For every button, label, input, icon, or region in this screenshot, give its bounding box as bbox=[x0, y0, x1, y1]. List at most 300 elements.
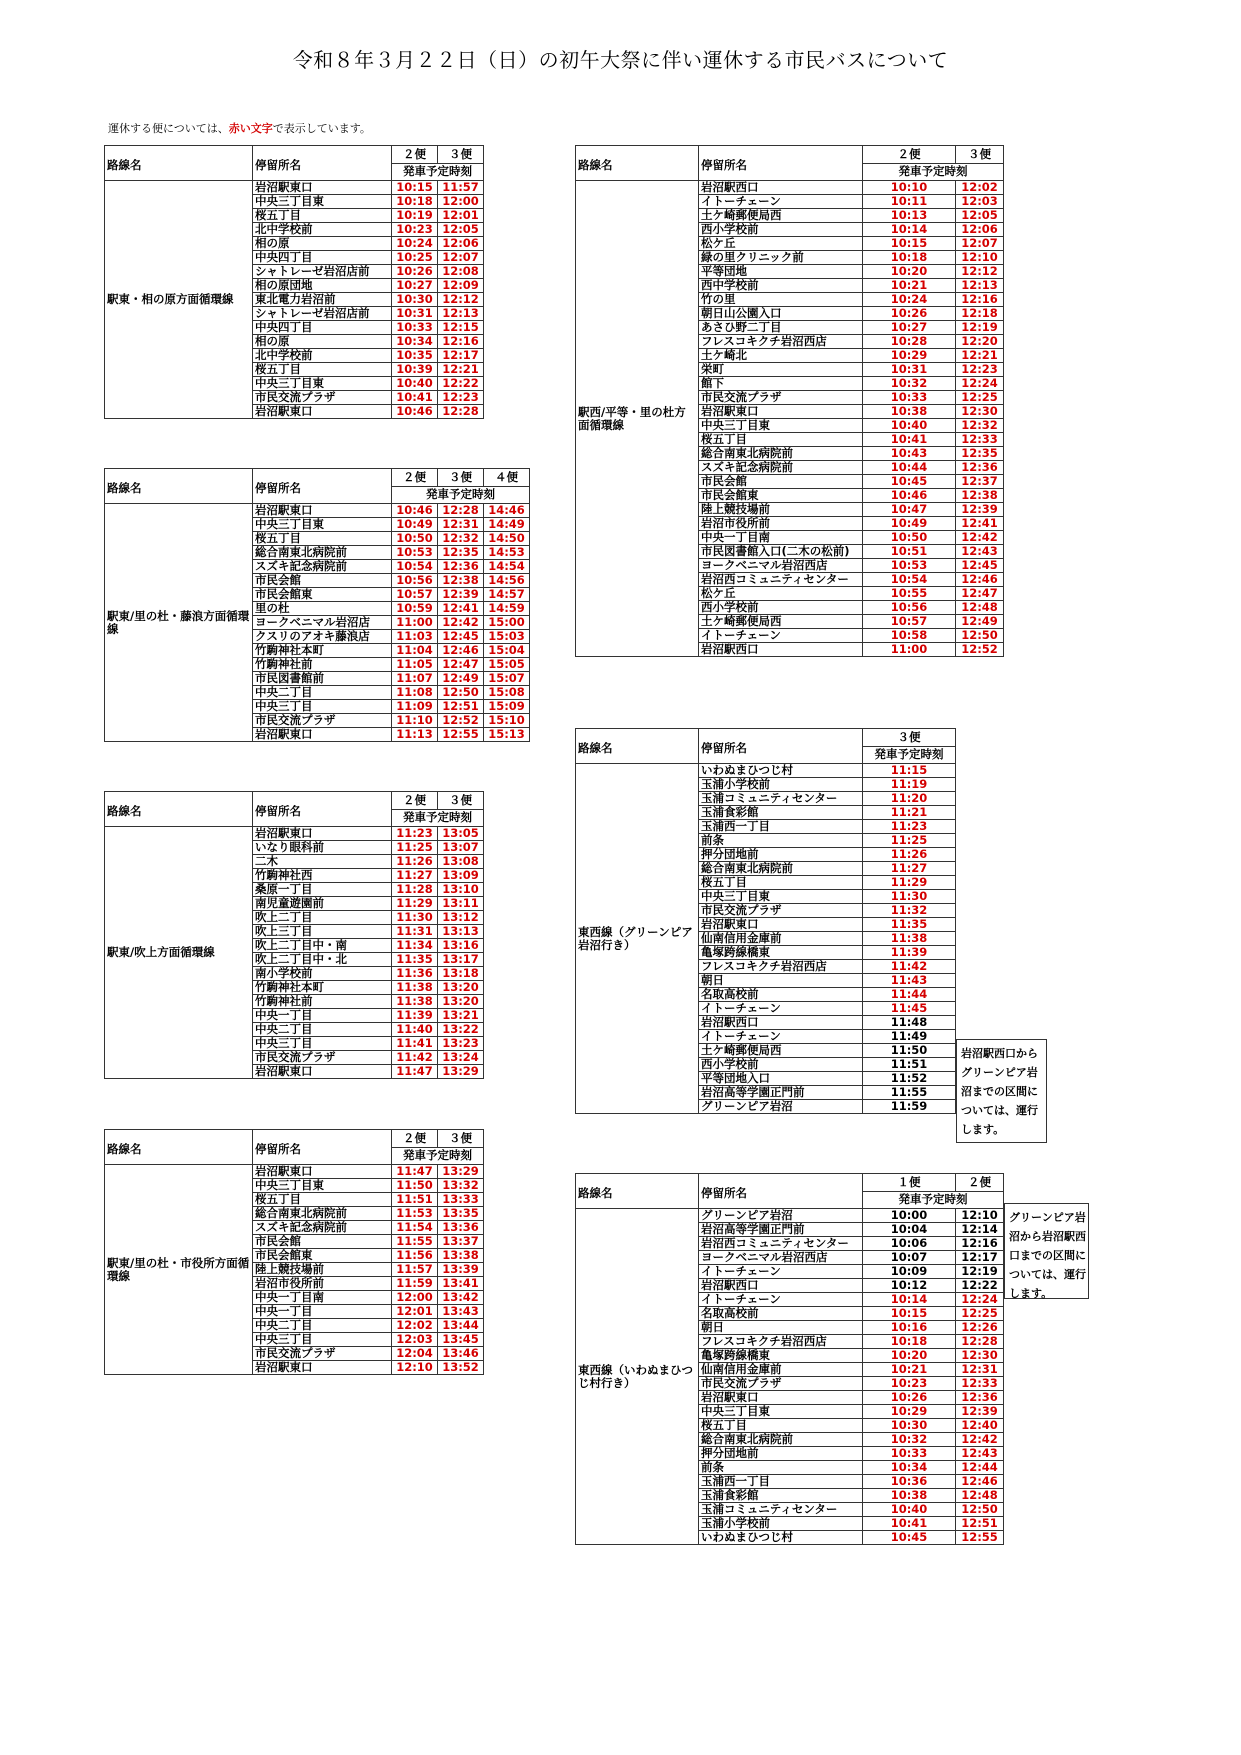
cancelled-time: 10:54 bbox=[392, 560, 438, 574]
table-row bbox=[105, 181, 484, 195]
cancelled-time: 10:38 bbox=[863, 405, 956, 419]
bus-number-header: ２便 bbox=[392, 1130, 438, 1148]
cancelled-time: 12:28 bbox=[956, 1335, 1004, 1349]
stop-name: 市民交流プラザ bbox=[699, 391, 863, 405]
cancelled-time: 13:20 bbox=[438, 995, 484, 1009]
cancelled-time: 13:29 bbox=[438, 1165, 484, 1179]
stop-name: 平等団地 bbox=[699, 265, 863, 279]
cancelled-time: 12:09 bbox=[438, 279, 484, 293]
stop-name: 中央三丁目東 bbox=[253, 518, 392, 532]
cancelled-time: 12:38 bbox=[956, 489, 1004, 503]
cancelled-time: 10:33 bbox=[392, 321, 438, 335]
cancelled-time: 10:13 bbox=[863, 209, 956, 223]
cancelled-time: 10:23 bbox=[392, 223, 438, 237]
cancelled-time: 11:04 bbox=[392, 644, 438, 658]
bus-number-header: ３便 bbox=[438, 1130, 484, 1148]
stop-name: 中央三丁目 bbox=[253, 700, 392, 714]
stop-name: 仙南信用金庫前 bbox=[699, 932, 863, 946]
cancelled-time: 11:26 bbox=[392, 855, 438, 869]
cancelled-time: 12:10 bbox=[392, 1361, 438, 1375]
cancelled-time: 12:26 bbox=[956, 1321, 1004, 1335]
cancelled-time: 14:57 bbox=[484, 588, 530, 602]
side-note-hitsujimura: グリーンピア岩沼から岩沼駅西口までの区間については、運行します。 bbox=[1004, 1203, 1089, 1299]
cancelled-time: 12:41 bbox=[438, 602, 484, 616]
cancelled-time: 10:32 bbox=[863, 377, 956, 391]
cancelled-time: 12:52 bbox=[956, 643, 1004, 657]
cancelled-time: 12:42 bbox=[956, 1433, 1004, 1447]
stop-name: イトーチェーン bbox=[699, 195, 863, 209]
cancelled-time: 10:18 bbox=[392, 195, 438, 209]
departure-time: 12:16 bbox=[956, 1237, 1004, 1251]
cancelled-time: 12:38 bbox=[438, 574, 484, 588]
stop-name: フレスコキクチ岩沼西店 bbox=[699, 1335, 863, 1349]
stop-name: 中央二丁目 bbox=[253, 1023, 392, 1037]
departure-time: 10:12 bbox=[863, 1279, 956, 1293]
stop-name: 吹上二丁目 bbox=[253, 911, 392, 925]
stop-name: 中央三丁目 bbox=[253, 1037, 392, 1051]
departure-time: 11:49 bbox=[863, 1030, 956, 1044]
stop-name: 桜五丁目 bbox=[253, 209, 392, 223]
stop-name: 玉浦西一丁目 bbox=[699, 1475, 863, 1489]
cancelled-time: 12:05 bbox=[438, 223, 484, 237]
page-title: 令和８年３月２２日（日）の初午大祭に伴い運休する市民バスについて bbox=[292, 48, 949, 72]
cancelled-time: 12:24 bbox=[956, 377, 1004, 391]
cancelled-time: 15:08 bbox=[484, 686, 530, 700]
timetable-ekihigashi-fujinami bbox=[104, 468, 530, 742]
stop-name: 土ケ崎郵便局西 bbox=[699, 209, 863, 223]
note-before: 運休する便については、 bbox=[108, 122, 229, 135]
stop-name: 朝日 bbox=[699, 1321, 863, 1335]
cancelled-time: 10:27 bbox=[392, 279, 438, 293]
stop-name: 岩沼駅東口 bbox=[253, 405, 392, 419]
stop-name: 市民交流プラザ bbox=[253, 391, 392, 405]
cancelled-time: 13:21 bbox=[438, 1009, 484, 1023]
stop-name: 中央四丁目 bbox=[253, 321, 392, 335]
stop-name: 総合南東北病院前 bbox=[253, 1207, 392, 1221]
stop-name: 市民交流プラザ bbox=[699, 904, 863, 918]
cancelled-time: 12:46 bbox=[956, 1475, 1004, 1489]
side-note-greenpia: 岩沼駅西口からグリーンピア岩沼までの区間については、運行します。 bbox=[956, 1039, 1047, 1143]
stop-name: 前条 bbox=[699, 1461, 863, 1475]
stop-name: 中央四丁目 bbox=[253, 251, 392, 265]
cancelled-time: 10:27 bbox=[863, 321, 956, 335]
cancelled-time: 10:56 bbox=[392, 574, 438, 588]
cancelled-time: 13:32 bbox=[438, 1179, 484, 1193]
bus-number-header: ３便 bbox=[863, 729, 956, 747]
cancelled-time: 10:26 bbox=[863, 307, 956, 321]
stop-name: 西小学校前 bbox=[699, 223, 863, 237]
stop-name: いわぬまひつじ村 bbox=[699, 1531, 863, 1545]
cancelled-time: 10:51 bbox=[863, 545, 956, 559]
cancelled-time: 11:54 bbox=[392, 1221, 438, 1235]
cancelled-time: 13:29 bbox=[438, 1065, 484, 1079]
cancelled-time: 11:40 bbox=[392, 1023, 438, 1037]
departure-time: 11:52 bbox=[863, 1072, 956, 1086]
route-name: 駅東/里の杜・藤浪方面循環線 bbox=[105, 504, 253, 742]
stop-name: シャトレーゼ岩沼店前 bbox=[253, 265, 392, 279]
departure-time-header: 発車予定時刻 bbox=[863, 746, 956, 764]
cancelled-time: 13:43 bbox=[438, 1305, 484, 1319]
stop-name: 中央三丁目東 bbox=[699, 419, 863, 433]
cancelled-time: 13:08 bbox=[438, 855, 484, 869]
cancelled-time: 12:41 bbox=[956, 517, 1004, 531]
cancelled-time: 10:43 bbox=[863, 447, 956, 461]
cancelled-time: 12:13 bbox=[438, 307, 484, 321]
departure-time-header: 発車予定時刻 bbox=[392, 1147, 484, 1165]
stop-name: スズキ記念病院前 bbox=[253, 560, 392, 574]
cancelled-time: 12:35 bbox=[956, 447, 1004, 461]
stop-name: 吹上二丁目中・北 bbox=[253, 953, 392, 967]
cancelled-time: 13:18 bbox=[438, 967, 484, 981]
stop-name: 玉浦コミュニティセンター bbox=[699, 1503, 863, 1517]
stop-name: 桜五丁目 bbox=[253, 363, 392, 377]
stop-name: 中央一丁目 bbox=[253, 1009, 392, 1023]
cancelled-time: 12:36 bbox=[438, 560, 484, 574]
route-header: 路線名 bbox=[576, 729, 699, 764]
cancelled-time: 11:47 bbox=[392, 1165, 438, 1179]
stop-name: 市民会館東 bbox=[253, 1249, 392, 1263]
cancelled-time: 10:40 bbox=[863, 1503, 956, 1517]
stop-name: 岩沼市役所前 bbox=[253, 1277, 392, 1291]
stop-name: 陸上競技場前 bbox=[253, 1263, 392, 1277]
cancelled-time: 10:57 bbox=[392, 588, 438, 602]
stop-name: 平等団地入口 bbox=[699, 1072, 863, 1086]
departure-time: 12:19 bbox=[956, 1265, 1004, 1279]
stop-name: フレスコキクチ岩沼西店 bbox=[699, 960, 863, 974]
cancelled-time: 12:49 bbox=[956, 615, 1004, 629]
stop-header: 停留所名 bbox=[699, 146, 863, 181]
cancelled-time: 11:27 bbox=[392, 869, 438, 883]
stop-name: いわぬまひつじ村 bbox=[699, 764, 863, 778]
stop-name: 東北電力岩沼前 bbox=[253, 293, 392, 307]
stop-name: イトーチェーン bbox=[699, 1265, 863, 1279]
stop-name: フレスコキクチ岩沼西店 bbox=[699, 335, 863, 349]
bus-number-header: ３便 bbox=[438, 469, 484, 487]
cancelled-time: 12:28 bbox=[438, 405, 484, 419]
cancelled-time: 12:43 bbox=[956, 545, 1004, 559]
stop-name: 岩沼駅西口 bbox=[699, 643, 863, 657]
cancelled-time: 12:17 bbox=[438, 349, 484, 363]
route-name: 駅東/吹上方面循環線 bbox=[105, 827, 253, 1079]
cancelled-time: 12:31 bbox=[956, 1363, 1004, 1377]
cancelled-time: 13:52 bbox=[438, 1361, 484, 1375]
departure-time: 10:06 bbox=[863, 1237, 956, 1251]
cancelled-time: 12:35 bbox=[438, 546, 484, 560]
cancelled-time: 14:56 bbox=[484, 574, 530, 588]
cancelled-time: 11:26 bbox=[863, 848, 956, 862]
cancelled-time: 10:25 bbox=[392, 251, 438, 265]
stop-header: 停留所名 bbox=[699, 1174, 863, 1209]
cancelled-time: 12:21 bbox=[438, 363, 484, 377]
cancelled-time: 11:57 bbox=[438, 181, 484, 195]
cancelled-time: 12:28 bbox=[438, 504, 484, 518]
stop-header: 停留所名 bbox=[253, 146, 392, 181]
cancelled-time: 10:30 bbox=[863, 1419, 956, 1433]
bus-number-header: ２便 bbox=[956, 1174, 1004, 1192]
stop-name: スズキ記念病院前 bbox=[699, 461, 863, 475]
cancelled-time: 11:38 bbox=[392, 981, 438, 995]
stop-name: 市民会館 bbox=[253, 574, 392, 588]
stop-name: 玉浦食彩館 bbox=[699, 1489, 863, 1503]
stop-name: 吹上三丁目 bbox=[253, 925, 392, 939]
cancelled-time: 13:20 bbox=[438, 981, 484, 995]
cancelled-time: 11:44 bbox=[863, 988, 956, 1002]
stop-name: 岩沼駅東口 bbox=[253, 728, 392, 742]
cancelled-time: 10:20 bbox=[863, 265, 956, 279]
route-name: 駅西/平等・里の杜方面循環線 bbox=[576, 181, 699, 657]
cancelled-time: 10:26 bbox=[392, 265, 438, 279]
stop-name: 前条 bbox=[699, 834, 863, 848]
cancelled-time: 10:36 bbox=[863, 1475, 956, 1489]
timetable-tozai-hitsujimura bbox=[575, 1173, 1004, 1545]
cancelled-time: 13:11 bbox=[438, 897, 484, 911]
cancelled-time: 10:23 bbox=[863, 1377, 956, 1391]
stop-name: 市民交流プラザ bbox=[253, 714, 392, 728]
cancelled-time: 12:08 bbox=[438, 265, 484, 279]
cancelled-time: 11:38 bbox=[863, 932, 956, 946]
route-header: 路線名 bbox=[105, 1130, 253, 1165]
header-row bbox=[105, 792, 484, 810]
stop-name: 中央三丁目東 bbox=[699, 1405, 863, 1419]
cancelled-time: 12:30 bbox=[956, 1349, 1004, 1363]
stop-name: 桑原一丁目 bbox=[253, 883, 392, 897]
stop-name: 栄町 bbox=[699, 363, 863, 377]
cancelled-time: 10:45 bbox=[863, 475, 956, 489]
cancelled-time: 12:22 bbox=[438, 377, 484, 391]
cancelled-time: 12:13 bbox=[956, 279, 1004, 293]
cancelled-time: 10:53 bbox=[392, 546, 438, 560]
stop-name: 押分団地前 bbox=[699, 1447, 863, 1461]
bus-number-header: ３便 bbox=[956, 146, 1004, 164]
cancelled-time: 12:20 bbox=[956, 335, 1004, 349]
cancelled-time: 10:45 bbox=[863, 1531, 956, 1545]
stop-name: 緑の里クリニック前 bbox=[699, 251, 863, 265]
cancelled-time: 11:32 bbox=[863, 904, 956, 918]
stop-name: イトーチェーン bbox=[699, 629, 863, 643]
cancelled-time: 12:19 bbox=[956, 321, 1004, 335]
stop-name: 市民交流プラザ bbox=[253, 1347, 392, 1361]
cancelled-time: 10:40 bbox=[863, 419, 956, 433]
cancelled-time: 10:55 bbox=[863, 587, 956, 601]
cancelled-time: 14:46 bbox=[484, 504, 530, 518]
bus-number-header: ３便 bbox=[438, 146, 484, 164]
cancelled-time: 12:45 bbox=[956, 559, 1004, 573]
bus-number-header: ２便 bbox=[392, 146, 438, 164]
cancelled-time: 13:22 bbox=[438, 1023, 484, 1037]
cancelled-time: 12:48 bbox=[956, 601, 1004, 615]
cancelled-time: 11:35 bbox=[392, 953, 438, 967]
stop-name: 竹の里 bbox=[699, 293, 863, 307]
stop-name: 市民会館 bbox=[253, 1235, 392, 1249]
bus-number-header: ４便 bbox=[484, 469, 530, 487]
cancelled-time: 11:03 bbox=[392, 630, 438, 644]
cancelled-time: 12:51 bbox=[956, 1517, 1004, 1531]
cancelled-time: 12:06 bbox=[956, 223, 1004, 237]
stop-name: 中央三丁目東 bbox=[253, 377, 392, 391]
cancelled-time: 12:39 bbox=[956, 1405, 1004, 1419]
cancelled-time: 10:30 bbox=[392, 293, 438, 307]
stop-name: 玉浦食彩館 bbox=[699, 806, 863, 820]
cancelled-time: 11:05 bbox=[392, 658, 438, 672]
cancelled-time: 11:31 bbox=[392, 925, 438, 939]
cancelled-time: 13:44 bbox=[438, 1319, 484, 1333]
cancelled-time: 11:00 bbox=[863, 643, 956, 657]
cancelled-time: 10:32 bbox=[863, 1433, 956, 1447]
cancelled-time: 13:42 bbox=[438, 1291, 484, 1305]
stop-name: 岩沼駅東口 bbox=[253, 181, 392, 195]
cancelled-time: 12:36 bbox=[956, 461, 1004, 475]
stop-name: 桜五丁目 bbox=[253, 1193, 392, 1207]
cancelled-time: 12:01 bbox=[392, 1305, 438, 1319]
stop-name: 中央一丁目南 bbox=[699, 531, 863, 545]
stop-name: 朝日山公園入口 bbox=[699, 307, 863, 321]
table-row bbox=[105, 504, 530, 518]
departure-time: 12:22 bbox=[956, 1279, 1004, 1293]
cancelled-time: 15:07 bbox=[484, 672, 530, 686]
cancelled-time: 12:24 bbox=[956, 1293, 1004, 1307]
cancelled-time: 10:28 bbox=[863, 335, 956, 349]
stop-name: スズキ記念病院前 bbox=[253, 1221, 392, 1235]
cancelled-time: 10:46 bbox=[392, 504, 438, 518]
timetable-ekihigashi-ainohara bbox=[104, 145, 484, 419]
cancelled-time: 11:23 bbox=[863, 820, 956, 834]
cancelled-time: 11:30 bbox=[392, 911, 438, 925]
cancelled-time: 11:45 bbox=[863, 1002, 956, 1016]
stop-name: 中央三丁目東 bbox=[699, 890, 863, 904]
cancelled-time: 15:00 bbox=[484, 616, 530, 630]
stop-header: 停留所名 bbox=[699, 729, 863, 764]
stop-name: 岩沼駅東口 bbox=[253, 1165, 392, 1179]
cancelled-time: 11:19 bbox=[863, 778, 956, 792]
stop-name: ヨークベニマル岩沼店 bbox=[253, 616, 392, 630]
stop-name: 市民図書館入口(二木の松前) bbox=[699, 545, 863, 559]
departure-time: 11:48 bbox=[863, 1016, 956, 1030]
cancelled-time: 10:41 bbox=[392, 391, 438, 405]
cancelled-time: 10:15 bbox=[392, 181, 438, 195]
cancelled-time: 12:50 bbox=[956, 1503, 1004, 1517]
cancelled-time: 11:56 bbox=[392, 1249, 438, 1263]
cancelled-time: 10:29 bbox=[863, 1405, 956, 1419]
cancelled-time: 10:18 bbox=[863, 251, 956, 265]
stop-name: 名取高校前 bbox=[699, 988, 863, 1002]
stop-name: 西中学校前 bbox=[699, 279, 863, 293]
stop-name: 岩沼駅東口 bbox=[253, 827, 392, 841]
cancelled-time: 13:10 bbox=[438, 883, 484, 897]
stop-header: 停留所名 bbox=[253, 792, 392, 827]
cancelled-time: 12:42 bbox=[956, 531, 1004, 545]
cancelled-time: 13:09 bbox=[438, 869, 484, 883]
legend-note bbox=[108, 120, 371, 136]
cancelled-time: 13:36 bbox=[438, 1221, 484, 1235]
cancelled-time: 12:02 bbox=[392, 1319, 438, 1333]
cancelled-time: 11:15 bbox=[863, 764, 956, 778]
departure-time: 10:00 bbox=[863, 1209, 956, 1223]
cancelled-time: 10:18 bbox=[863, 1335, 956, 1349]
stop-name: 総合南東北病院前 bbox=[699, 447, 863, 461]
departure-time: 11:50 bbox=[863, 1044, 956, 1058]
cancelled-time: 12:46 bbox=[438, 644, 484, 658]
cancelled-time: 10:24 bbox=[863, 293, 956, 307]
stop-name: 松ケ丘 bbox=[699, 237, 863, 251]
cancelled-time: 12:51 bbox=[438, 700, 484, 714]
stop-name: 館下 bbox=[699, 377, 863, 391]
cancelled-time: 13:07 bbox=[438, 841, 484, 855]
cancelled-time: 11:29 bbox=[392, 897, 438, 911]
cancelled-time: 12:25 bbox=[956, 1307, 1004, 1321]
stop-name: 亀塚跨線橋東 bbox=[699, 946, 863, 960]
stop-name: 岩沼西コミュニティセンター bbox=[699, 1237, 863, 1251]
departure-time: 12:14 bbox=[956, 1223, 1004, 1237]
stop-header: 停留所名 bbox=[253, 469, 392, 504]
departure-time: 12:17 bbox=[956, 1251, 1004, 1265]
cancelled-time: 12:05 bbox=[956, 209, 1004, 223]
stop-name: 二木 bbox=[253, 855, 392, 869]
stop-name: あさひ野二丁目 bbox=[699, 321, 863, 335]
cancelled-time: 11:07 bbox=[392, 672, 438, 686]
cancelled-time: 10:29 bbox=[863, 349, 956, 363]
stop-name: グリーンピア岩沼 bbox=[699, 1209, 863, 1223]
cancelled-time: 11:25 bbox=[392, 841, 438, 855]
cancelled-time: 13:46 bbox=[438, 1347, 484, 1361]
cancelled-time: 13:17 bbox=[438, 953, 484, 967]
stop-name: 岩沼駅西口 bbox=[699, 1016, 863, 1030]
cancelled-time: 12:12 bbox=[956, 265, 1004, 279]
cancelled-time: 11:39 bbox=[392, 1009, 438, 1023]
cancelled-time: 13:41 bbox=[438, 1277, 484, 1291]
stop-name: 岩沼駅東口 bbox=[253, 1361, 392, 1375]
cancelled-time: 13:16 bbox=[438, 939, 484, 953]
timetable-ekihigashi-shiyakusho bbox=[104, 1129, 484, 1375]
stop-name: 中央三丁目東 bbox=[253, 1179, 392, 1193]
cancelled-time: 12:15 bbox=[438, 321, 484, 335]
cancelled-time: 10:49 bbox=[863, 517, 956, 531]
cancelled-time: 11:13 bbox=[392, 728, 438, 742]
bus-number-header: ２便 bbox=[392, 469, 438, 487]
cancelled-time: 12:16 bbox=[438, 335, 484, 349]
cancelled-time: 10:56 bbox=[863, 601, 956, 615]
header-row bbox=[576, 1174, 1004, 1192]
stop-name: 岩沼高等学園正門前 bbox=[699, 1086, 863, 1100]
cancelled-time: 11:38 bbox=[392, 995, 438, 1009]
cancelled-time: 11:41 bbox=[392, 1037, 438, 1051]
note-after: で表示しています。 bbox=[272, 122, 371, 135]
cancelled-time: 11:29 bbox=[863, 876, 956, 890]
cancelled-time: 11:08 bbox=[392, 686, 438, 700]
stop-name: 岩沼西コミュニティセンター bbox=[699, 573, 863, 587]
cancelled-time: 11:10 bbox=[392, 714, 438, 728]
cancelled-time: 13:13 bbox=[438, 925, 484, 939]
cancelled-time: 10:14 bbox=[863, 1293, 956, 1307]
cancelled-time: 11:21 bbox=[863, 806, 956, 820]
stop-name: 市民会館 bbox=[699, 475, 863, 489]
departure-time: 12:10 bbox=[956, 1209, 1004, 1223]
cancelled-time: 10:34 bbox=[863, 1461, 956, 1475]
cancelled-time: 11:20 bbox=[863, 792, 956, 806]
departure-time-header: 発車予定時刻 bbox=[392, 809, 484, 827]
stop-name: 相の原 bbox=[253, 335, 392, 349]
cancelled-time: 12:07 bbox=[956, 237, 1004, 251]
cancelled-time: 12:03 bbox=[956, 195, 1004, 209]
stop-name: 竹駒神社前 bbox=[253, 658, 392, 672]
stop-name: 玉浦小学校前 bbox=[699, 1517, 863, 1531]
departure-time: 11:51 bbox=[863, 1058, 956, 1072]
stop-name: 市民図書館前 bbox=[253, 672, 392, 686]
cancelled-time: 10:19 bbox=[392, 209, 438, 223]
cancelled-time: 10:53 bbox=[863, 559, 956, 573]
stop-name: 岩沼駅西口 bbox=[699, 181, 863, 195]
departure-time: 10:09 bbox=[863, 1265, 956, 1279]
cancelled-time: 10:50 bbox=[392, 532, 438, 546]
